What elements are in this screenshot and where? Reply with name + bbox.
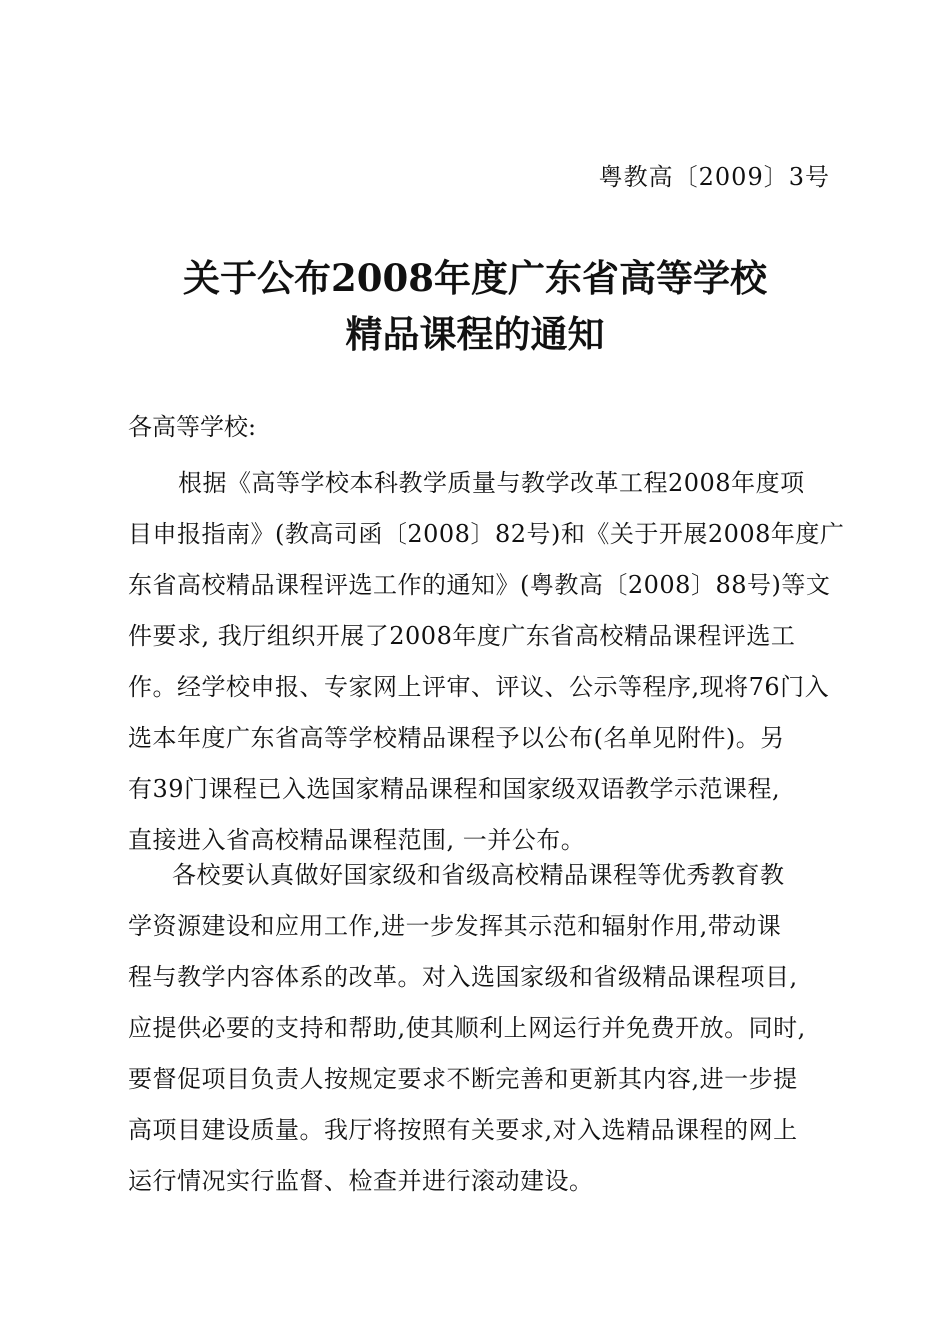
paragraph-line: 作。经学校申报、专家网上评审、评议、公示等程序,现将76门入 — [128, 673, 830, 701]
paragraph-line: 件要求, 我厅组织开展了2008年度广东省高校精品课程评选工 — [128, 622, 796, 650]
paragraph-line: 有39门课程已入选国家精品课程和国家级双语教学示范课程, — [128, 775, 781, 803]
paragraph-line: 根据《高等学校本科教学质量与教学改革工程2008年度项 — [178, 469, 805, 497]
paragraph-line: 要督促项目负责人按规定要求不断完善和更新其内容,进一步提 — [128, 1065, 798, 1093]
paragraph-line: 学资源建设和应用工作,进一步发挥其示范和辐射作用,带动课 — [128, 912, 782, 940]
title-line: 精品课程的通知 — [345, 312, 605, 356]
body-paragraph — [128, 458, 848, 866]
paragraph-line: 目申报指南》(教高司函〔2008〕82号)和《关于开展2008年度广 — [128, 520, 845, 548]
paragraph-line: 选本年度广东省高等学校精品课程予以公布(名单见附件)。另 — [128, 724, 785, 752]
salutation: 各高等学校: — [128, 413, 257, 441]
paragraph-line: 高项目建设质量。我厅将按照有关要求,对入选精品课程的网上 — [128, 1116, 798, 1144]
paragraph-line: 程与教学内容体系的改革。对入选国家级和省级精品课程项目, — [128, 963, 798, 991]
paragraph-line: 直接进入省高校精品课程范围, 一并公布。 — [128, 826, 586, 854]
title-line: 关于公布2008年度广东省高等学校 — [183, 256, 767, 300]
document-title — [0, 250, 950, 362]
paragraph-line: 运行情况实行监督、检查并进行滚动建设。 — [128, 1167, 594, 1195]
document-number: 粤教高〔2009〕3号 — [598, 163, 830, 191]
paragraph-line: 应提供必要的支持和帮助,使其顺利上网运行并免费开放。同时, — [128, 1014, 806, 1042]
body-paragraph — [128, 850, 848, 1207]
paragraph-line: 各校要认真做好国家级和省级高校精品课程等优秀教育教 — [172, 861, 785, 889]
paragraph-line: 东省高校精品课程评选工作的通知》(粤教高〔2008〕88号)等文 — [128, 571, 831, 599]
